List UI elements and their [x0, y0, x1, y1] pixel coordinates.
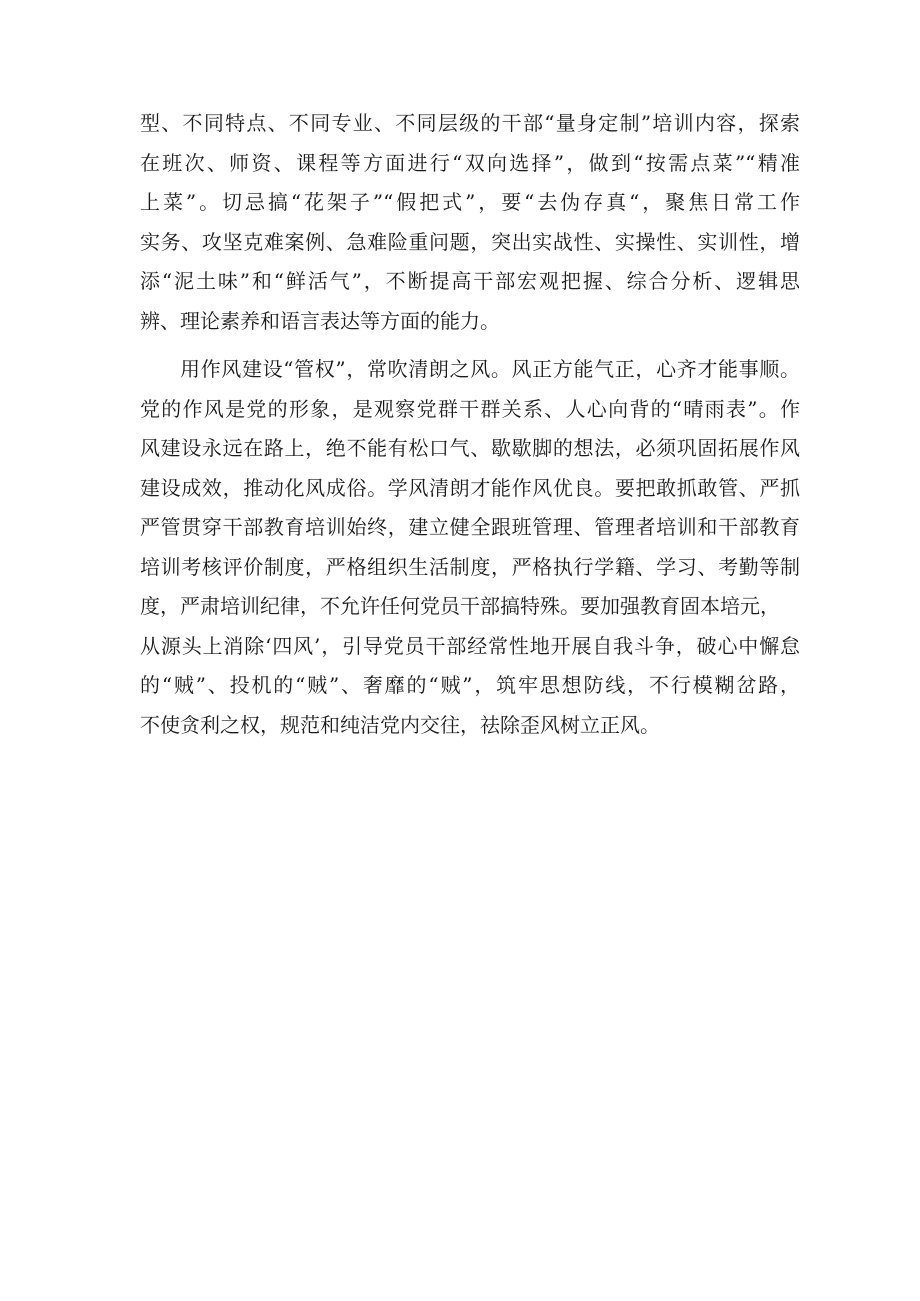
text-line: 在班次、师资、课程等方面进行“双向选择”，做到“按需点菜”“精准 [140, 150, 800, 175]
text-line: 度，严肃培训纪律，不允许任何党员干部搞特殊。要加强教育固本培元， [140, 594, 780, 618]
text-line: 建设成效，推动化风成俗。学风清朗才能作风优良。要把敢抓敢管、严抓 [140, 475, 800, 500]
text-line: 严管贯穿干部教育培训始终，建立健全跟班管理、管理者培训和干部教育 [140, 515, 800, 539]
text-line: 党的作风是党的形象，是观察党群干群关系、人心向背的“晴雨表”。作 [140, 396, 800, 421]
paragraph-spacer [140, 341, 800, 350]
paragraph-1 [140, 104, 800, 341]
text-line: 风建设永远在路上，绝不能有松口气、歇歇脚的想法，必须巩固拓展作风 [140, 436, 800, 460]
text-line: 型、不同特点、不同专业、不同层级的干部“量身定制”培训内容，探索 [140, 111, 800, 135]
text-line: 用作风建设“管权”，常吹清朗之风。风正方能气正，心齐才能事顺。 [180, 357, 800, 381]
text-line: 添“泥土味”和“鲜活气”，不断提高干部宏观把握、综合分析、逻辑思 [140, 269, 800, 293]
text-line: 不使贪利之权，规范和纯洁党内交往，祛除歪风树立正风。 [140, 712, 660, 737]
text-line: 实务、攻坚克难案例、急难险重问题，突出实战性、实操性、实训性，增 [140, 229, 800, 254]
text-line: 培训考核评价制度，严格组织生活制度，严格执行学籍、学习、考勤等制 [140, 554, 800, 579]
text-line: 的“贼”、投机的“贼”、奢靡的“贼”，筑牢思想防线，不行模糊岔路， [140, 673, 800, 697]
text-line: 上菜”。切忌搞“花架子”“假把式”，要“去伪存真“，聚焦日常工作 [140, 190, 800, 214]
text-line: 辨、理论素养和语言表达等方面的能力。 [140, 308, 500, 333]
paragraph-2 [140, 350, 800, 745]
text-line: 从源头上消除‘四风’，引导党员干部经常性地开展自我斗争，破心中懈怠 [140, 633, 800, 658]
document-body [140, 104, 800, 745]
